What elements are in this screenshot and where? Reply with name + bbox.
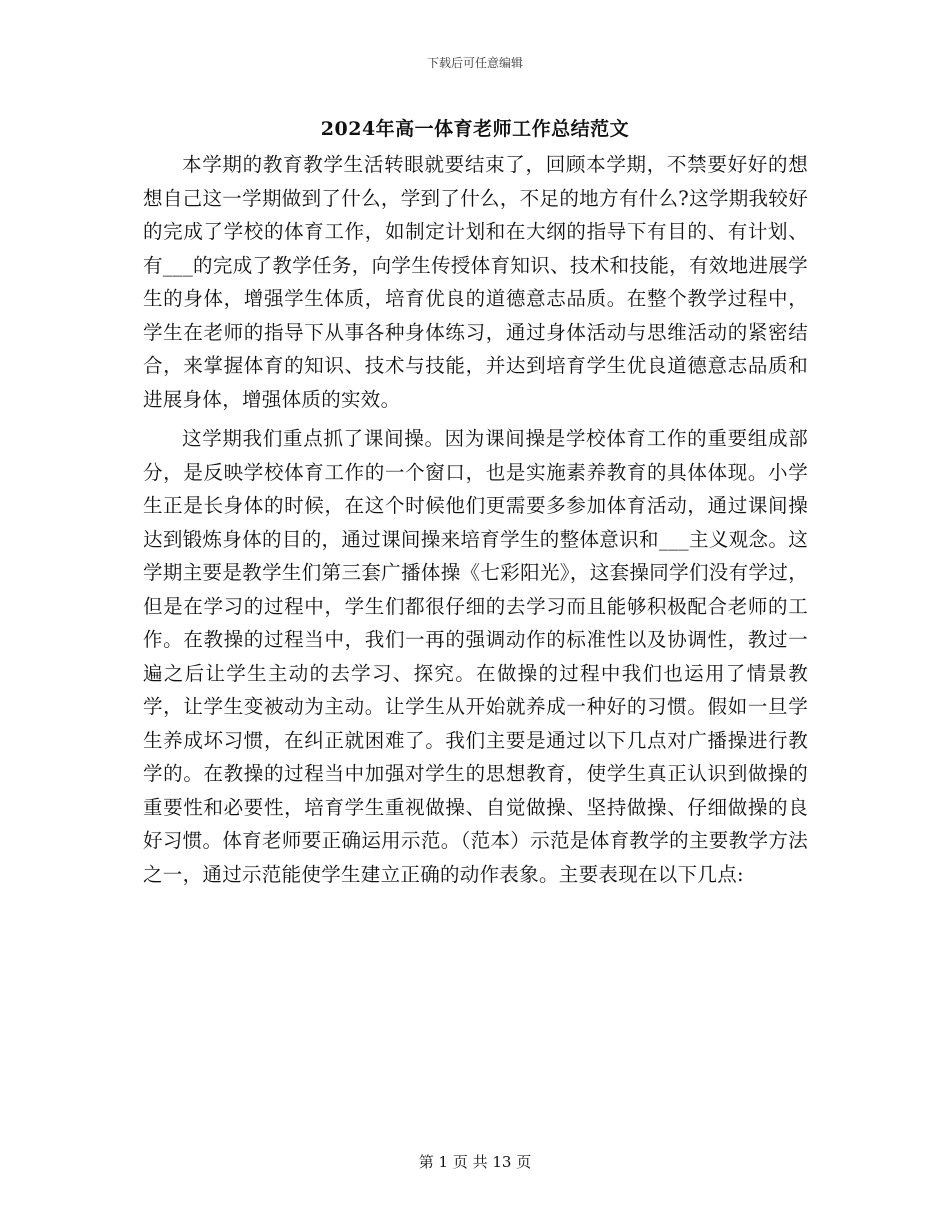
paragraph-2: 这学期我们重点抓了课间操。因为课间操是学校体育工作的重要组成部分，是反映学校体育工作的一个窗口，也是实施素养教育的具体体现。小学生正是长身体的时候，在这个时候他们更需要多参加体育活动，通过课间操达到锻炼身体的目的，通过课间操来培育学生的整体意识和___主义观念。这学期主要是教学生们第三套广播体操《七彩阳光》，这套操同学们没有学过，但是在学习的过程中，学生们都很仔细的去学习而且能够积极配合老师的工作。在教操的过程当中，我们一再的强调动作的标准性以及协调性，教过一遍之后让学生主动的去学习、探究。在做操的过程中我们也运用了情景教学，让学生变被动为主动。让学生从开始就养成一种好的习惯。假如一旦学生养成坏习惯，在纠正就困难了。我们主要是通过以下几点对广播操进行教学的。在教操的过程当中加强对学生的思想教育，使学生真正认识到做操的重要性和必要性，培育学生重视做操、自觉做操、坚持做操、仔细做操的良好习惯。体育老师要正确运用示范。（范本）示范是体育教学的主要教学方法之一，通过示范能使学生建立正确的动作表象。主要表现在以下几点: <box>143 427 808 886</box>
page-number: 第 1 页 共 13 页 <box>418 1153 532 1171</box>
document-body <box>143 148 808 891</box>
document-title: 2024年高一体育老师工作总结范文 <box>320 118 630 140</box>
page-header-note: 下载后可任意编辑 <box>426 56 523 70</box>
paragraph-1: 本学期的教育教学生活转眼就要结束了，回顾本学期，不禁要好好的想想自己这一学期做到了什么，学到了什么，不足的地方有什么?这学期我较好的完成了学校的体育工作，如制定计划和在大纲的指导下有目的、有计划、有___的完成了教学任务，向学生传授体育知识、技术和技能，有效地进展学生的身体，增强学生体质，培育优良的道德意志品质。在整个教学过程中，学生在老师的指导下从事各种身体练习，通过身体活动与思维活动的紧密结合，来掌握体育的知识、技术与技能，并达到培育学生优良道德意志品质和进展身体，增强体质的实效。 <box>143 153 808 411</box>
